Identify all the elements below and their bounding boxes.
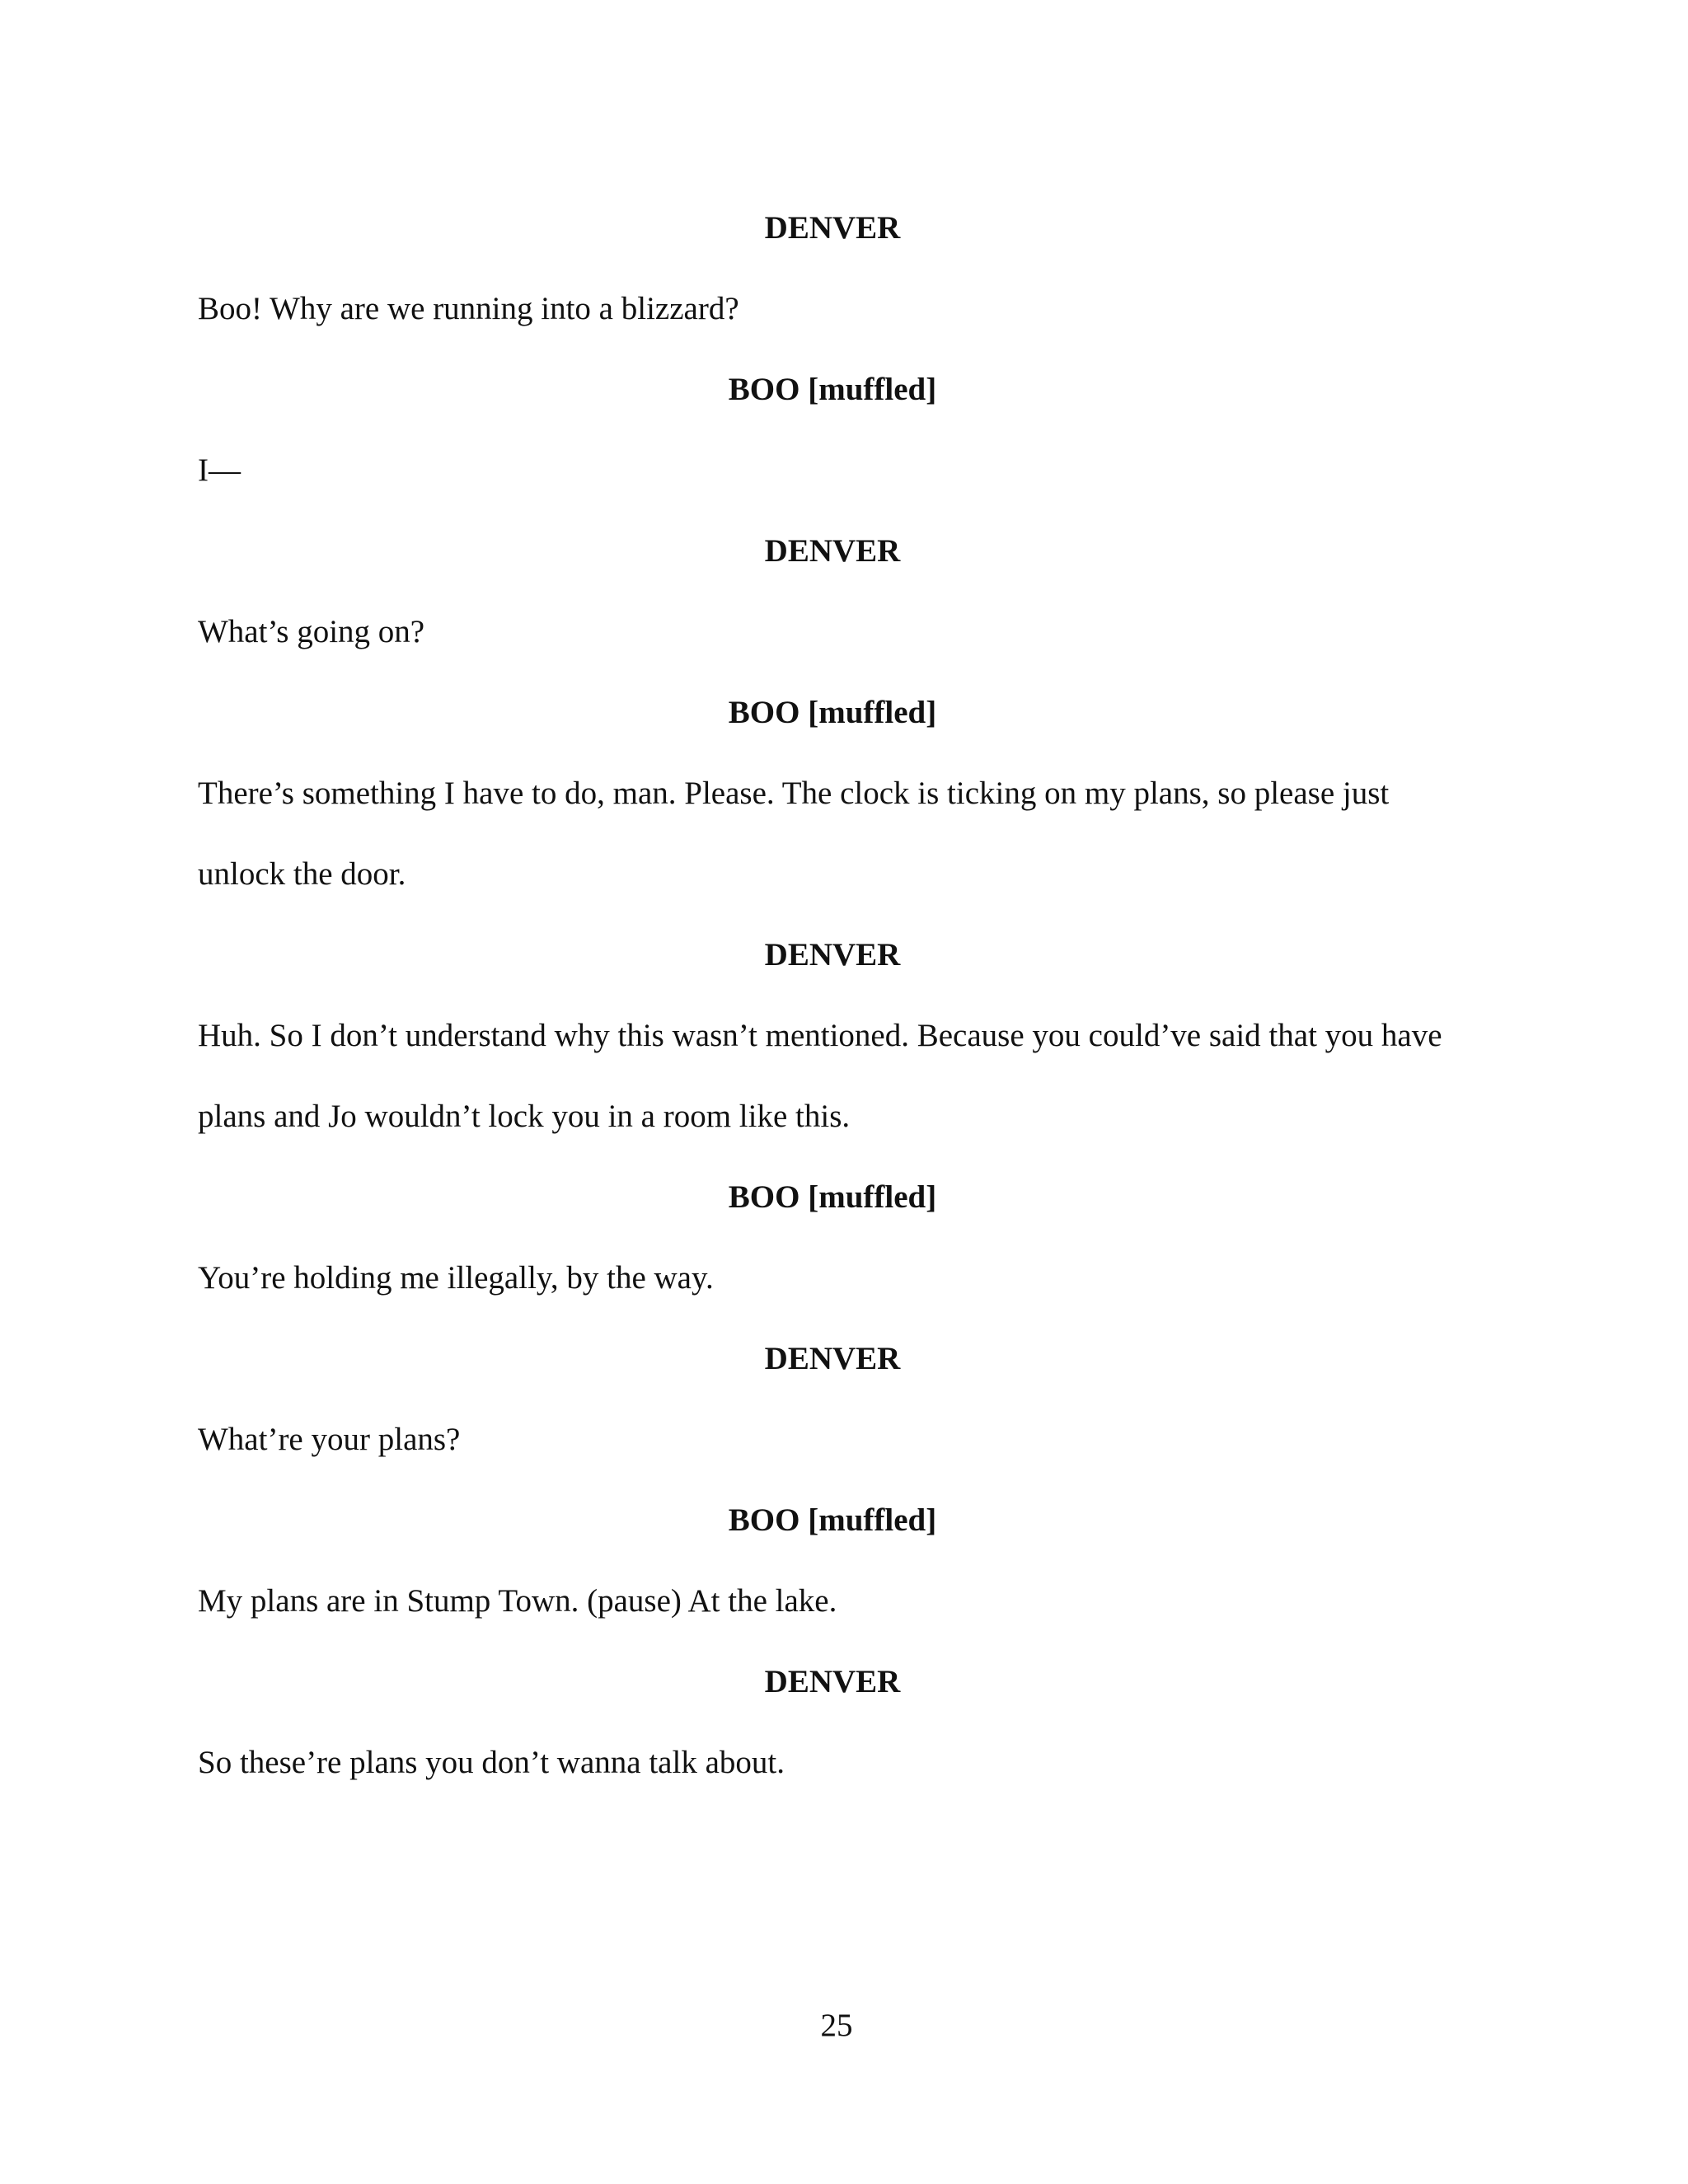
dialogue-line: So these’re plans you don’t wanna talk about. xyxy=(198,1745,785,1780)
speaker-name: DENVER xyxy=(764,210,901,246)
speaker-name: BOO [muffled] xyxy=(728,1179,937,1215)
speaker-name: DENVER xyxy=(764,533,901,569)
dialogue-line: There’s something I have to do, man. Please. The clock is ticking on my plans, so please just xyxy=(198,776,1390,811)
dialogue-line: unlock the door. xyxy=(198,856,406,892)
dialogue-line: Huh. So I don’t understand why this wasn’t mentioned. Because you could’ve said that you have xyxy=(198,1018,1442,1053)
speaker-name: DENVER xyxy=(764,1341,901,1376)
dialogue-line: My plans are in Stump Town. (pause) At the lake. xyxy=(198,1583,837,1619)
dialogue-line: You’re holding me illegally, by the way. xyxy=(198,1260,714,1296)
dialogue-line: What’re your plans? xyxy=(198,1422,461,1457)
script-body xyxy=(198,188,1533,1803)
speaker-name: BOO [muffled] xyxy=(728,1502,937,1538)
dialogue-line: Boo! Why are we running into a blizzard? xyxy=(198,291,739,326)
speaker-name: BOO [muffled] xyxy=(728,695,937,730)
speaker-name: BOO [muffled] xyxy=(728,372,937,407)
dialogue-line: plans and Jo wouldn’t lock you in a room like this. xyxy=(198,1099,851,1134)
dialogue-line: I— xyxy=(198,452,241,488)
speaker-name: DENVER xyxy=(764,937,901,972)
page-number: 25 xyxy=(820,2008,853,2043)
dialogue-line: What’s going on? xyxy=(198,614,425,649)
speaker-name: DENVER xyxy=(764,1664,901,1699)
